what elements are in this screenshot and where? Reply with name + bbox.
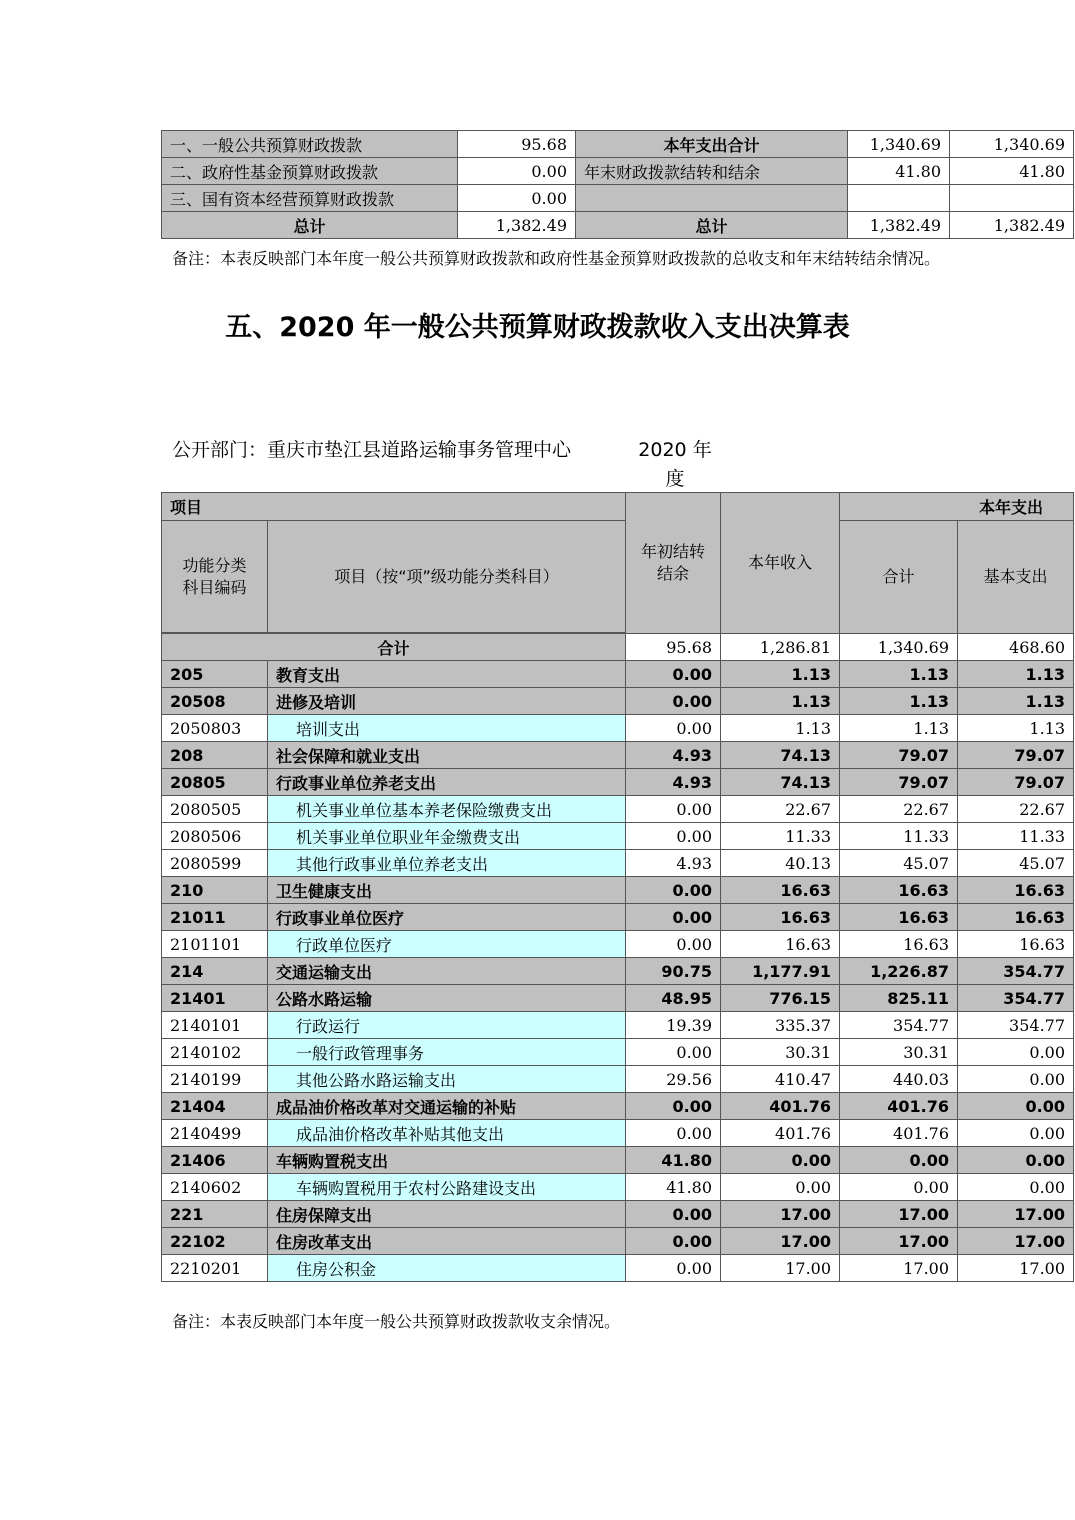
- row-code: 2140102: [162, 1039, 268, 1066]
- header-basic: 基本支出: [958, 521, 1074, 634]
- row-carry: 0.00: [626, 1228, 721, 1255]
- row-basic: 354.77: [958, 985, 1074, 1012]
- row-carry: 0.00: [626, 931, 721, 958]
- total-label: 合计: [162, 634, 626, 661]
- row-total: 440.03: [840, 1066, 958, 1093]
- row-total: 1.13: [840, 688, 958, 715]
- summary-right-value-1: 1,382.49: [848, 212, 950, 239]
- summary-row: [162, 212, 1074, 239]
- table-row: [162, 1012, 1074, 1039]
- row-name: 交通运输支出: [268, 958, 626, 985]
- row-total: 16.63: [840, 904, 958, 931]
- row-carry: 41.80: [626, 1147, 721, 1174]
- budget-note: 备注：本表反映部门本年度一般公共预算财政拨款收支余情况。: [172, 1312, 621, 1331]
- row-carry: 0.00: [626, 796, 721, 823]
- row-basic: 1.13: [958, 661, 1074, 688]
- row-code: 208: [162, 742, 268, 769]
- row-total: 825.11: [840, 985, 958, 1012]
- summary-left-value: 95.68: [458, 131, 576, 158]
- row-code: 2140499: [162, 1120, 268, 1147]
- row-name: 住房保障支出: [268, 1201, 626, 1228]
- row-total: 79.07: [840, 742, 958, 769]
- row-income: 401.76: [721, 1093, 840, 1120]
- row-total: 16.63: [840, 931, 958, 958]
- row-basic: 79.07: [958, 769, 1074, 796]
- row-income: 74.13: [721, 742, 840, 769]
- summary-left-label: 总计: [162, 212, 458, 239]
- row-basic: 45.07: [958, 850, 1074, 877]
- year-label: 2020 年度: [638, 439, 712, 490]
- summary-note: 备注：本表反映部门本年度一般公共预算财政拨款和政府性基金预算财政拨款的总收支和年末结转结余情况。: [172, 249, 941, 268]
- row-income: 40.13: [721, 850, 840, 877]
- row-code: 2140602: [162, 1174, 268, 1201]
- row-income: 410.47: [721, 1066, 840, 1093]
- row-name: 行政事业单位养老支出: [268, 769, 626, 796]
- summary-left-value: 1,382.49: [458, 212, 576, 239]
- row-basic: 79.07: [958, 742, 1074, 769]
- total-carry: 95.68: [626, 634, 721, 661]
- summary-left-label: 三、国有资本经营预算财政拨款: [162, 185, 458, 212]
- row-name: 车辆购置税用于农村公路建设支出: [268, 1174, 626, 1201]
- row-name: 社会保障和就业支出: [268, 742, 626, 769]
- table-row: [162, 1201, 1074, 1228]
- row-total: 17.00: [840, 1255, 958, 1282]
- table-row: [162, 1174, 1074, 1201]
- row-name: 进修及培训: [268, 688, 626, 715]
- table-row: [162, 823, 1074, 850]
- summary-right-label: [576, 185, 848, 212]
- summary-left-label: 一、一般公共预算财政拨款: [162, 131, 458, 158]
- row-carry: 0.00: [626, 1120, 721, 1147]
- table-row: [162, 850, 1074, 877]
- row-name: 培训支出: [268, 715, 626, 742]
- row-income: 1.13: [721, 661, 840, 688]
- row-code: 214: [162, 958, 268, 985]
- row-income: 16.63: [721, 877, 840, 904]
- row-name: 住房改革支出: [268, 1228, 626, 1255]
- row-total: 11.33: [840, 823, 958, 850]
- summary-left-label: 二、政府性基金预算财政拨款: [162, 158, 458, 185]
- summary-right-value-1: [848, 185, 950, 212]
- table-row: [162, 715, 1074, 742]
- row-income: 776.15: [721, 985, 840, 1012]
- row-total: 0.00: [840, 1147, 958, 1174]
- row-total: 22.67: [840, 796, 958, 823]
- row-basic: 1.13: [958, 715, 1074, 742]
- table-row: [162, 985, 1074, 1012]
- row-total: 1.13: [840, 661, 958, 688]
- row-total: 354.77: [840, 1012, 958, 1039]
- row-total: 1.13: [840, 715, 958, 742]
- summary-row: [162, 131, 1074, 158]
- table-row: [162, 931, 1074, 958]
- row-income: 30.31: [721, 1039, 840, 1066]
- header-name: 项目（按“项”级功能分类科目）: [268, 521, 626, 633]
- row-income: 0.00: [721, 1147, 840, 1174]
- row-income: 74.13: [721, 769, 840, 796]
- row-total: 30.31: [840, 1039, 958, 1066]
- row-name: 其他行政事业单位养老支出: [268, 850, 626, 877]
- table-row: [162, 958, 1074, 985]
- row-income: 11.33: [721, 823, 840, 850]
- row-total: 79.07: [840, 769, 958, 796]
- row-code: 205: [162, 661, 268, 688]
- row-total: 401.76: [840, 1093, 958, 1120]
- row-code: 21011: [162, 904, 268, 931]
- row-total: 401.76: [840, 1120, 958, 1147]
- row-name: 机关事业单位基本养老保险缴费支出: [268, 796, 626, 823]
- row-basic: 0.00: [958, 1174, 1074, 1201]
- header-expense-group: 本年支出: [840, 493, 1074, 521]
- total-total: 1,340.69: [840, 634, 958, 661]
- header-income: 本年收入: [721, 493, 840, 634]
- total-row: [162, 634, 1074, 661]
- row-basic: 17.00: [958, 1255, 1074, 1282]
- row-name: 住房公积金: [268, 1255, 626, 1282]
- row-income: 0.00: [721, 1174, 840, 1201]
- department-label: 公开部门：重庆市垫江县道路运输事务管理中心: [172, 439, 572, 461]
- row-basic: 0.00: [958, 1093, 1074, 1120]
- row-income: 16.63: [721, 931, 840, 958]
- row-income: 16.63: [721, 904, 840, 931]
- summary-right-value-1: 41.80: [848, 158, 950, 185]
- row-basic: 354.77: [958, 1012, 1074, 1039]
- summary-table: [161, 130, 1074, 239]
- total-income: 1,286.81: [721, 634, 840, 661]
- row-total: 0.00: [840, 1174, 958, 1201]
- row-code: 21404: [162, 1093, 268, 1120]
- row-total: 16.63: [840, 877, 958, 904]
- page-title: 五、2020 年一般公共预算财政拨款收入支出决算表: [225, 312, 850, 343]
- row-total: 45.07: [840, 850, 958, 877]
- summary-right-value-2: [950, 185, 1074, 212]
- row-name: 教育支出: [268, 661, 626, 688]
- row-income: 1,177.91: [721, 958, 840, 985]
- row-income: 17.00: [721, 1228, 840, 1255]
- row-carry: 0.00: [626, 1201, 721, 1228]
- table-row: [162, 661, 1074, 688]
- row-carry: 0.00: [626, 661, 721, 688]
- row-code: 2050803: [162, 715, 268, 742]
- table-row: [162, 877, 1074, 904]
- row-name: 行政事业单位医疗: [268, 904, 626, 931]
- summary-right-value-2: 41.80: [950, 158, 1074, 185]
- row-carry: 0.00: [626, 877, 721, 904]
- row-carry: 0.00: [626, 1039, 721, 1066]
- row-basic: 0.00: [958, 1120, 1074, 1147]
- row-carry: 4.93: [626, 769, 721, 796]
- row-carry: 90.75: [626, 958, 721, 985]
- table-row: [162, 796, 1074, 823]
- row-name: 车辆购置税支出: [268, 1147, 626, 1174]
- table-row: [162, 1120, 1074, 1147]
- row-carry: 0.00: [626, 715, 721, 742]
- row-income: 401.76: [721, 1120, 840, 1147]
- row-code: 2080505: [162, 796, 268, 823]
- row-name: 机关事业单位职业年金缴费支出: [268, 823, 626, 850]
- summary-right-value-1: 1,340.69: [848, 131, 950, 158]
- table-row: [162, 1093, 1074, 1120]
- table-row: [162, 1255, 1074, 1282]
- header-total: 合计: [840, 521, 958, 634]
- row-total: 17.00: [840, 1201, 958, 1228]
- summary-left-value: 0.00: [458, 185, 576, 212]
- summary-row: [162, 158, 1074, 185]
- row-carry: 41.80: [626, 1174, 721, 1201]
- summary-right-label: 年末财政拨款结转和结余: [576, 158, 848, 185]
- summary-right-label: 本年支出合计: [576, 131, 848, 158]
- row-carry: 4.93: [626, 742, 721, 769]
- table-row: [162, 1066, 1074, 1093]
- row-basic: 0.00: [958, 1066, 1074, 1093]
- row-carry: 0.00: [626, 904, 721, 931]
- summary-left-value: 0.00: [458, 158, 576, 185]
- row-basic: 22.67: [958, 796, 1074, 823]
- row-name: 其他公路水路运输支出: [268, 1066, 626, 1093]
- row-name: 一般行政管理事务: [268, 1039, 626, 1066]
- table-row: [162, 1147, 1074, 1174]
- row-code: 2140199: [162, 1066, 268, 1093]
- table-row: [162, 742, 1074, 769]
- table-row: [162, 1039, 1074, 1066]
- row-basic: 0.00: [958, 1039, 1074, 1066]
- row-carry: 0.00: [626, 1093, 721, 1120]
- row-name: 成品油价格改革对交通运输的补贴: [268, 1093, 626, 1120]
- row-basic: 0.00: [958, 1147, 1074, 1174]
- row-basic: 16.63: [958, 904, 1074, 931]
- table-row: [162, 904, 1074, 931]
- row-carry: 0.00: [626, 1255, 721, 1282]
- row-code: 22102: [162, 1228, 268, 1255]
- row-carry: 0.00: [626, 823, 721, 850]
- header-project: 项目: [162, 493, 626, 521]
- row-basic: 17.00: [958, 1201, 1074, 1228]
- summary-right-label: 总计: [576, 212, 848, 239]
- header-carry: 年初结转结余: [626, 493, 721, 634]
- row-carry: 19.39: [626, 1012, 721, 1039]
- row-income: 1.13: [721, 688, 840, 715]
- row-name: 成品油价格改革补贴其他支出: [268, 1120, 626, 1147]
- row-code: 221: [162, 1201, 268, 1228]
- row-name: 卫生健康支出: [268, 877, 626, 904]
- row-code: 2210201: [162, 1255, 268, 1282]
- row-income: 1.13: [721, 715, 840, 742]
- row-carry: 0.00: [626, 688, 721, 715]
- row-total: 17.00: [840, 1228, 958, 1255]
- table-row: [162, 688, 1074, 715]
- row-code: 2101101: [162, 931, 268, 958]
- row-total: 1,226.87: [840, 958, 958, 985]
- row-code: 2140101: [162, 1012, 268, 1039]
- row-basic: 1.13: [958, 688, 1074, 715]
- row-code: 20805: [162, 769, 268, 796]
- row-code: 21401: [162, 985, 268, 1012]
- row-basic: 11.33: [958, 823, 1074, 850]
- budget-table: [161, 492, 1074, 1282]
- row-basic: 354.77: [958, 958, 1074, 985]
- row-code: 20508: [162, 688, 268, 715]
- row-code: 2080599: [162, 850, 268, 877]
- row-code: 2080506: [162, 823, 268, 850]
- row-income: 17.00: [721, 1255, 840, 1282]
- row-name: 公路水路运输: [268, 985, 626, 1012]
- row-name: 行政单位医疗: [268, 931, 626, 958]
- row-income: 335.37: [721, 1012, 840, 1039]
- summary-right-value-2: 1,340.69: [950, 131, 1074, 158]
- header-code: 功能分类科目编码: [162, 521, 268, 633]
- table-row: [162, 1228, 1074, 1255]
- row-code: 210: [162, 877, 268, 904]
- row-income: 17.00: [721, 1201, 840, 1228]
- row-basic: 16.63: [958, 877, 1074, 904]
- total-basic: 468.60: [958, 634, 1074, 661]
- summary-row: [162, 185, 1074, 212]
- row-basic: 16.63: [958, 931, 1074, 958]
- row-name: 行政运行: [268, 1012, 626, 1039]
- row-carry: 48.95: [626, 985, 721, 1012]
- row-carry: 29.56: [626, 1066, 721, 1093]
- summary-right-value-2: 1,382.49: [950, 212, 1074, 239]
- row-carry: 4.93: [626, 850, 721, 877]
- row-basic: 17.00: [958, 1228, 1074, 1255]
- row-income: 22.67: [721, 796, 840, 823]
- row-code: 21406: [162, 1147, 268, 1174]
- table-row: [162, 769, 1074, 796]
